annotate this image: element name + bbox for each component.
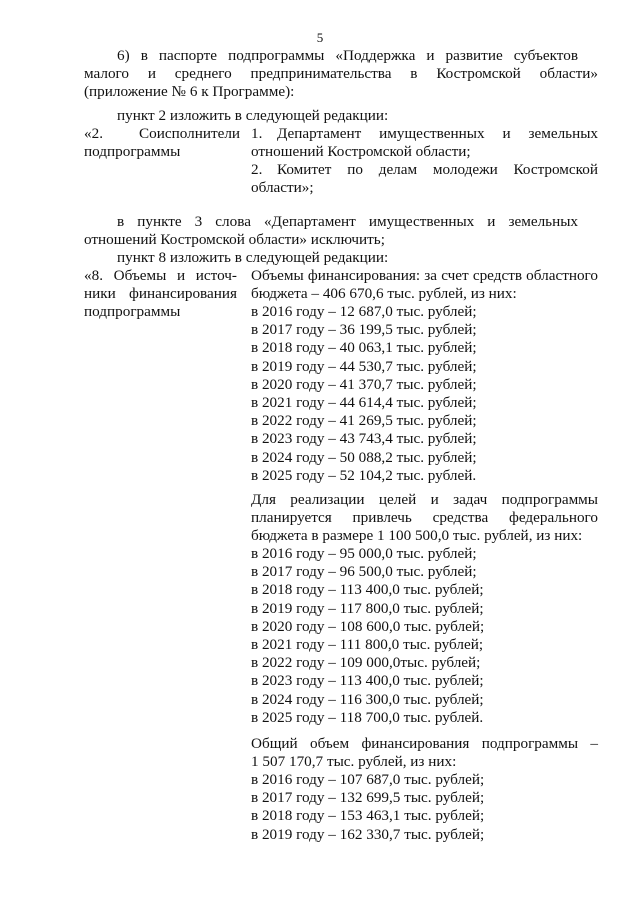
regional-years-list [251, 303, 477, 485]
clause-2-item-1-line1: Департамент имущественных и земельных [277, 125, 598, 142]
clause-2-instruction: пункт 2 изложить в следующей редакции: [117, 107, 389, 124]
year-line: в 2022 году – 109 000,0тыс. рублей; [251, 654, 481, 672]
clause-2-item-2-line1: Комитет по делам молодежи Костромской [277, 161, 598, 178]
year-line: в 2025 году – 118 700,0 тыс. рублей. [251, 708, 484, 726]
year-line: в 2017 году – 36 199,5 тыс. рублей; [251, 321, 477, 339]
clause-8-label-line2: ники финансирования [84, 285, 237, 302]
clause-2-label-line2: подпрограммы [84, 143, 181, 160]
clause-2-item-2-line2: области»; [251, 179, 314, 196]
year-line: в 2024 году – 116 300,0 тыс. рублей; [251, 690, 484, 708]
clause-2-label-num: «2. [84, 125, 103, 142]
year-line: в 2023 году – 113 400,0 тыс. рублей; [251, 672, 484, 690]
year-line: в 2023 году – 43 743,4 тыс. рублей; [251, 430, 477, 448]
clause-3-line-2: отношений Костромской области» исключить; [84, 231, 385, 248]
total-intro-line1: Общий объем финансирования подпрограммы – [251, 735, 598, 752]
federal-intro-line1: Для реализации целей и задач подпрограммы [251, 491, 598, 508]
year-line: в 2017 году – 132 699,5 тыс. рублей; [251, 789, 485, 807]
year-line: в 2017 году – 96 500,0 тыс. рублей; [251, 563, 477, 581]
federal-intro-line2: планируется привлечь средства федерального [251, 509, 598, 526]
regional-intro-line1: Объемы финансирования: за счет средств областного [251, 267, 598, 284]
year-line: в 2016 году – 95 000,0 тыс. рублей; [251, 545, 477, 562]
clause-2-item-2-num: 2. [251, 161, 263, 178]
year-line: в 2020 году – 108 600,0 тыс. рублей; [251, 617, 485, 635]
clause-8-instruction: пункт 8 изложить в следующей редакции: [117, 249, 389, 266]
year-line: в 2019 году – 117 800,0 тыс. рублей; [251, 599, 484, 617]
year-line: в 2025 году – 52 104,2 тыс. рублей. [251, 466, 477, 484]
year-line: в 2020 году – 41 370,7 тыс. рублей; [251, 375, 477, 393]
year-line: в 2019 году – 162 330,7 тыс. рублей; [251, 825, 485, 843]
year-line: в 2018 году – 40 063,1 тыс. рублей; [251, 339, 477, 357]
year-line: в 2019 году – 44 530,7 тыс. рублей; [251, 357, 477, 375]
clause-2-label-word: Соисполнители [139, 125, 241, 142]
federal-intro-line3: бюджета в размере 1 100 500,0 тыс. рублей, из них: [251, 527, 583, 544]
intro-line-2: малого и среднего предпринимательства в Костромской области» [84, 65, 598, 82]
total-years-list [251, 771, 484, 844]
year-line: в 2018 году – 113 400,0 тыс. рублей; [251, 581, 484, 599]
clause-2-item-1-line2: отношений Костромской области; [251, 143, 471, 160]
total-intro-line2: 1 507 170,7 тыс. рублей, из них: [251, 753, 457, 770]
year-line: в 2021 году – 44 614,4 тыс. рублей; [251, 393, 477, 411]
year-line: в 2016 году – 12 687,0 тыс. рублей; [251, 303, 477, 320]
year-line: в 2018 году – 153 463,1 тыс. рублей; [251, 807, 485, 825]
year-line: в 2016 году – 107 687,0 тыс. рублей; [251, 771, 485, 788]
intro-line-3: (приложение № 6 к Программе): [84, 83, 295, 100]
year-line: в 2021 году – 111 800,0 тыс. рублей; [251, 635, 484, 653]
intro-line-1: 6) в паспорте подпрограммы «Поддержка и развитие субъектов [117, 47, 578, 64]
federal-years-list [251, 545, 484, 727]
year-line: в 2022 году – 41 269,5 тыс. рублей; [251, 412, 477, 430]
clause-3-line-1: в пункте 3 слова «Департамент имущественных и земельных [117, 213, 578, 230]
clause-8-label-line1: «8. Объемы и источ- [84, 267, 237, 284]
clause-8-label-line3: подпрограммы [84, 303, 181, 320]
page-number: 5 [316, 30, 324, 45]
regional-intro-line2: бюджета – 406 670,6 тыс. рублей, из них: [251, 285, 517, 302]
clause-2-item-1-num: 1. [251, 125, 263, 142]
year-line: в 2024 году – 50 088,2 тыс. рублей; [251, 448, 477, 466]
